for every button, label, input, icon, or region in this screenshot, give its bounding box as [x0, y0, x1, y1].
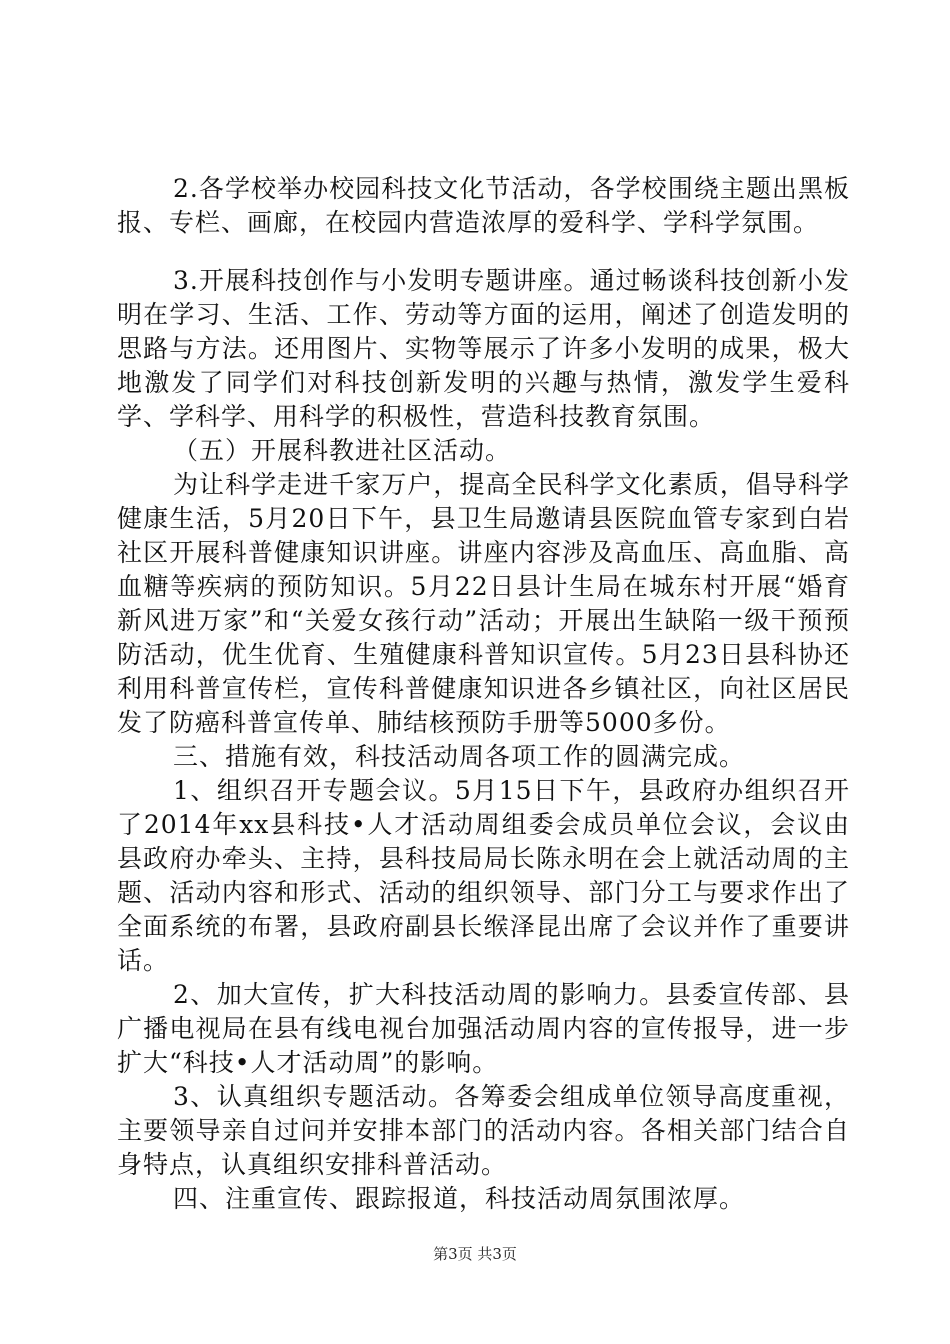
- paragraph-meeting: 1、组织召开专题会议。5月15日下午，县政府办组织召开了2014年xx县科技•人才活动周组委会成员单位会议，会议由县政府办牵头、主持，县科技局局长陈永明在会上就活动周的主题、活动内容和形式、活动的组织领导、部门分工与要求作出了全面系统的布署，县政府副县长缑泽昆出席了会议并作了重要讲话。: [117, 776, 850, 975]
- paragraph-school-festival: 2.各学校举办校园科技文化节活动，各学校围绕主题出黑板报、专栏、画廊，在校园内营造浓厚的爱科学、学科学氛围。: [117, 174, 850, 237]
- paragraph-section-four-heading: 四、注重宣传、跟踪报道，科技活动周氛围浓厚。: [173, 1184, 746, 1213]
- paragraph-invention-lecture: 3.开展科技创作与小发明专题讲座。通过畅谈科技创新小发明在学习、生活、工作、劳动等方面的运用，阐述了创造发明的思路与方法。还用图片、实物等展示了许多小发明的成果，极大地激发了同学们对科技创新发明的兴趣与热情，激发学生爱科学、学科学、用科学的积极性，营造科技教育氛围。: [117, 266, 850, 431]
- page-footer: 第3页 共3页: [433, 1245, 517, 1263]
- document-body: [117, 172, 850, 1216]
- paragraph-publicity: 2、加大宣传，扩大科技活动周的影响力。县委宣传部、县广播电视局在县有线电视台加强活动周内容的宣传报导，进一步扩大“科技•人才活动周”的影响。: [117, 980, 850, 1077]
- paragraph-special-activities: 3、认真组织专题活动。各筹委会组成单位领导高度重视，主要领导亲自过问并安排本部门的活动内容。各相关部门结合自身特点，认真组织安排科普活动。: [117, 1082, 850, 1179]
- paragraph-community-activities: 为让科学走进千家万户，提高全民科学文化素质，倡导科学健康生活，5月20日下午，县卫生局邀请县医院血管专家到白岩社区开展科普健康知识讲座。讲座内容涉及高血压、高血脂、高血糖等疾病的预防知识。5月22日县计生局在城东村开展“婚育新风进万家”和“关爱女孩行动”活动；开展出生缺陷一级干预预防活动，优生优育、生殖健康科普知识宣传。5月23日县科协还利用科普宣传栏，宣传科普健康知识进各乡镇社区，向社区居民发了防癌科普宣传单、肺结核预防手册等5000多份。: [117, 470, 850, 737]
- paragraph-community-heading: （五）开展科教进社区活动。: [173, 436, 512, 465]
- paragraph-section-three-heading: 三、措施有效，科技活动周各项工作的圆满完成。: [173, 742, 746, 771]
